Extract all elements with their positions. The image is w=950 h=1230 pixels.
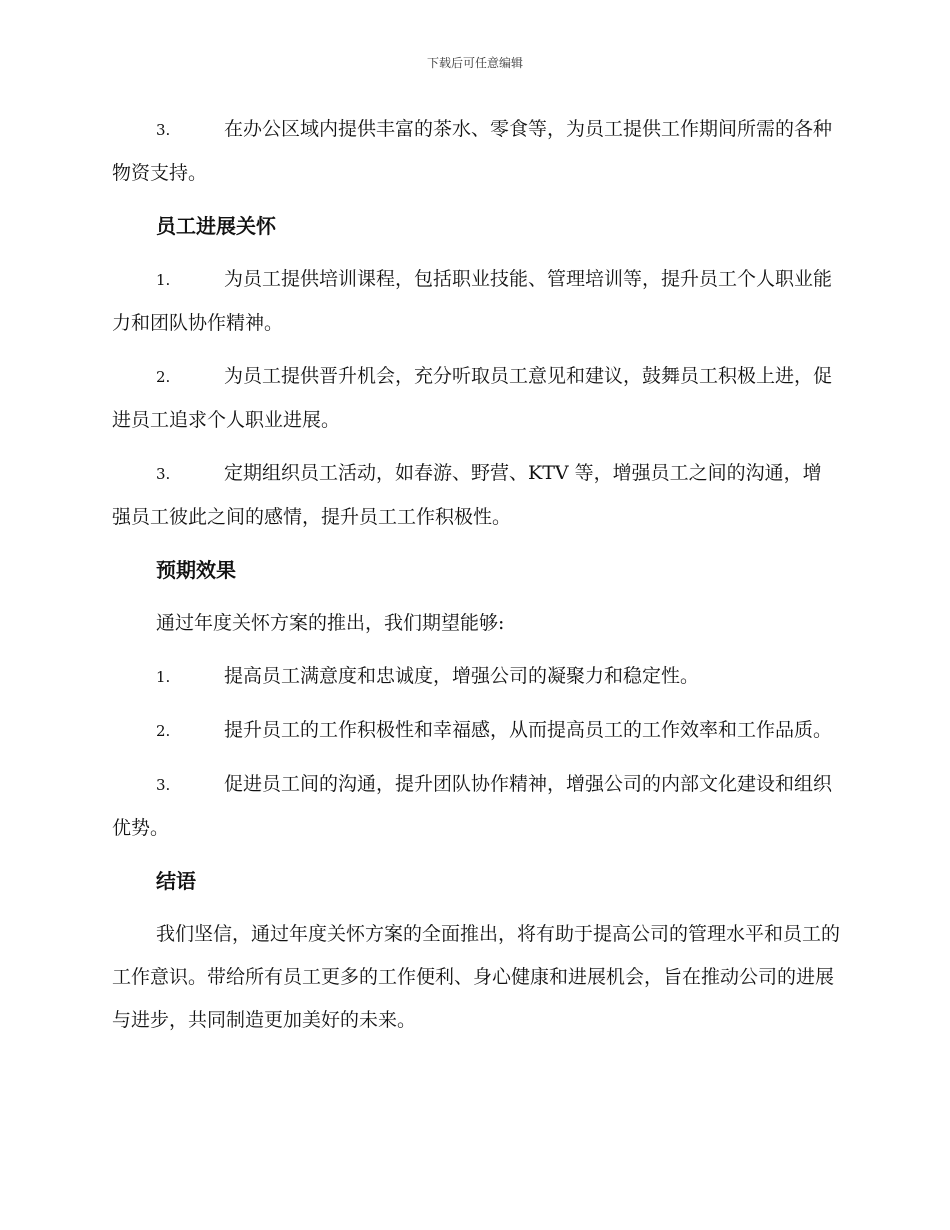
list-item bbox=[112, 258, 840, 345]
list-text: 为员工提供培训课程，包括职业技能、管理培训等，提升员工个人职业能力和团队协作精神。 bbox=[112, 268, 833, 334]
list-text: 提升员工的工作积极性和幸福感，从而提高员工的工作效率和工作品质。 bbox=[224, 719, 833, 741]
list-item bbox=[112, 763, 840, 850]
list-text: 为员工提供晋升机会，充分听取员工意见和建议，鼓舞员工积极上进，促进员工追求个人职业进展。 bbox=[112, 365, 833, 431]
list-number: 1. bbox=[156, 271, 171, 289]
section-heading: 结语 bbox=[156, 869, 196, 893]
list-number: 2. bbox=[156, 722, 171, 740]
paragraph: 通过年度关怀方案的推出，我们期望能够: bbox=[156, 612, 505, 634]
section-heading: 预期效果 bbox=[156, 558, 236, 582]
list-text: 定期组织员工活动，如春游、野营、KTV 等，增强员工之间的沟通，增强员工彼此之间的感情，提升员工工作积极性。 bbox=[112, 462, 822, 528]
list-text: 提高员工满意度和忠诚度，增强公司的凝聚力和稳定性。 bbox=[224, 665, 700, 687]
list-item bbox=[112, 655, 840, 699]
list-item bbox=[112, 108, 840, 195]
list-number: 3. bbox=[156, 465, 171, 483]
list-number: 3. bbox=[156, 776, 171, 794]
list-number: 3. bbox=[156, 121, 171, 139]
paragraph: 我们坚信，通过年度关怀方案的全面推出，将有助于提高公司的管理水平和员工的工作意识。带给所有员工更多的工作便利、身心健康和进展机会，旨在推动公司的进展与进步，共同制造更加美好的未来。 bbox=[112, 923, 841, 1031]
list-item bbox=[112, 452, 840, 539]
list-number: 2. bbox=[156, 368, 171, 386]
list-text: 在办公区域内提供丰富的茶水、零食等，为员工提供工作期间所需的各种物资支持。 bbox=[112, 118, 833, 184]
page-header: 下载后可任意编辑 bbox=[426, 56, 523, 70]
list-item bbox=[112, 355, 840, 442]
section-heading: 员工进展关怀 bbox=[156, 214, 276, 238]
list-item bbox=[112, 709, 840, 753]
list-number: 1. bbox=[156, 668, 171, 686]
list-text: 促进员工间的沟通，提升团队协作精神，增强公司的内部文化建设和组织优势。 bbox=[112, 773, 833, 839]
document-body bbox=[112, 108, 840, 1052]
